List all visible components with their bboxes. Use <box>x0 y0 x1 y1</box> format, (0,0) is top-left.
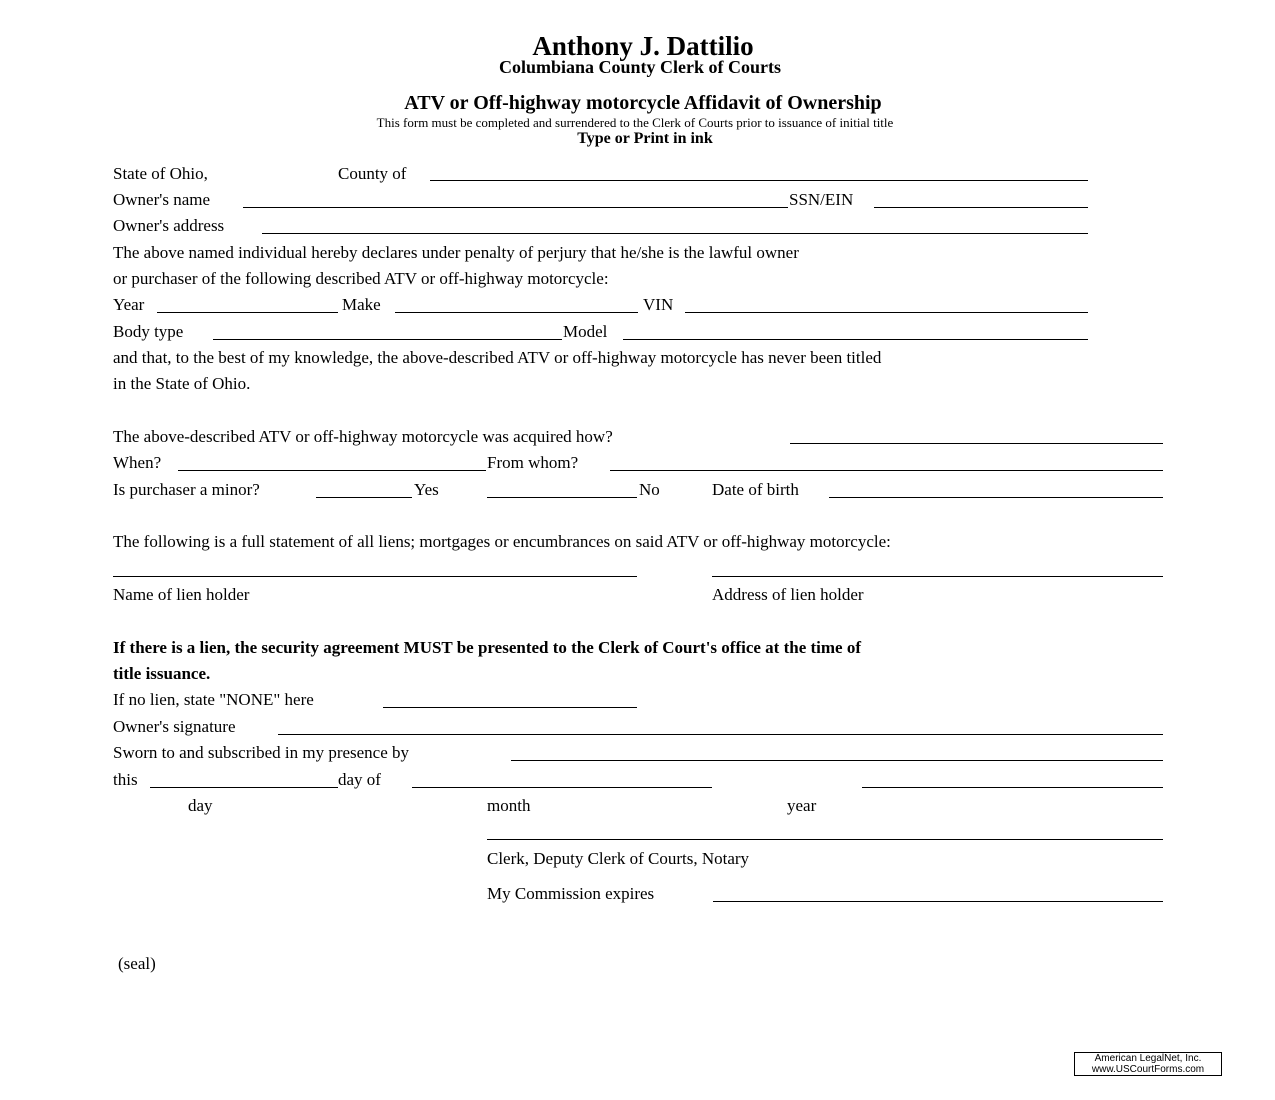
ssn-label: SSN/EIN <box>789 190 854 209</box>
day-caption: day <box>188 796 213 815</box>
dob-field[interactable] <box>829 497 1163 498</box>
no-label: No <box>639 480 660 499</box>
no-lien-field[interactable] <box>383 707 637 708</box>
minor-yes-field[interactable] <box>316 497 412 498</box>
make-field[interactable] <box>395 312 638 313</box>
when-label: When? <box>113 453 162 472</box>
day-of-label: day of <box>338 770 381 789</box>
year-label: Year <box>113 295 145 314</box>
vin-field[interactable] <box>685 312 1088 313</box>
lien-holder-name-field[interactable] <box>113 576 637 577</box>
year-field[interactable] <box>157 312 338 313</box>
declaration-line-1: The above named individual hereby declares under penalty of perjury that he/she is the lawful owner <box>113 243 799 262</box>
owner-name-field[interactable] <box>243 207 788 208</box>
commission-label: My Commission expires <box>487 884 655 903</box>
clerk-office: Columbiana County Clerk of Courts <box>498 57 782 77</box>
acquired-how-label: The above-described ATV or off-highway motorcycle was acquired how? <box>113 427 613 446</box>
minor-no-field[interactable] <box>487 497 637 498</box>
liens-statement: The following is a full statement of all liens; mortgages or encumbrances on said ATV or off-highway motorcycle: <box>113 532 891 551</box>
model-field[interactable] <box>623 339 1088 340</box>
no-lien-label: If no lien, state "NONE" here <box>113 690 314 709</box>
month-field[interactable] <box>412 787 712 788</box>
month-caption: month <box>487 796 531 815</box>
type-note: Type or Print in ink <box>577 130 713 147</box>
owner-signature-label: Owner's signature <box>113 717 236 736</box>
lien-warning-line-2: title issuance. <box>113 664 211 683</box>
lien-holder-address-label: Address of lien holder <box>712 585 864 604</box>
model-label: Model <box>563 322 608 341</box>
sworn-label: Sworn to and subscribed in my presence by <box>113 743 410 762</box>
commission-field[interactable] <box>713 901 1163 902</box>
from-whom-field[interactable] <box>610 470 1163 471</box>
clerk-label: Clerk, Deputy Clerk of Courts, Notary <box>487 849 750 868</box>
declaration-line-2: or purchaser of the following described ATV or off-highway motorcycle: <box>113 269 609 288</box>
minor-label: Is purchaser a minor? <box>113 480 260 499</box>
county-label: County of <box>338 164 407 183</box>
publisher-stamp <box>1074 1052 1222 1076</box>
acquired-how-field[interactable] <box>790 443 1163 444</box>
never-titled-line-2: in the State of Ohio. <box>113 374 251 393</box>
never-titled-line-1: and that, to the best of my knowledge, the above-described ATV or off-highway motorcycle has never been titled <box>113 348 882 367</box>
state-label: State of Ohio, <box>113 164 208 183</box>
day-field[interactable] <box>150 787 338 788</box>
body-type-field[interactable] <box>213 339 562 340</box>
from-whom-label: From whom? <box>487 453 579 472</box>
owner-name-label: Owner's name <box>113 190 211 209</box>
this-label: this <box>113 770 138 789</box>
clerk-name: Anthony J. Dattilio <box>532 31 754 61</box>
seal-label: (seal) <box>118 954 156 973</box>
yes-label: Yes <box>414 480 439 499</box>
form-instruction: This form must be completed and surrendered to the Clerk of Courts prior to issuance of initial title <box>376 115 894 130</box>
owner-address-label: Owner's address <box>113 216 225 235</box>
when-field[interactable] <box>178 470 486 471</box>
publisher-url: www.USCourtForms.com <box>1091 1064 1205 1075</box>
body-type-label: Body type <box>113 322 184 341</box>
lien-holder-name-label: Name of lien holder <box>113 585 250 604</box>
ssn-field[interactable] <box>874 207 1088 208</box>
lien-holder-address-field[interactable] <box>712 576 1163 577</box>
dob-label: Date of birth <box>712 480 799 499</box>
sworn-by-field[interactable] <box>511 760 1163 761</box>
year-caption: year <box>787 796 817 815</box>
owner-signature-field[interactable] <box>278 734 1163 735</box>
county-field[interactable] <box>430 180 1088 181</box>
publisher-name: American LegalNet, Inc. <box>1094 1053 1202 1064</box>
make-label: Make <box>342 295 381 314</box>
clerk-signature-field[interactable] <box>487 839 1163 840</box>
year-sworn-field[interactable] <box>862 787 1163 788</box>
lien-warning-line-1: If there is a lien, the security agreement MUST be presented to the Clerk of Court's office at the time of <box>113 638 861 657</box>
vin-label: VIN <box>643 295 674 314</box>
form-title: ATV or Off-highway motorcycle Affidavit of Ownership <box>404 92 882 114</box>
owner-address-field[interactable] <box>262 233 1088 234</box>
